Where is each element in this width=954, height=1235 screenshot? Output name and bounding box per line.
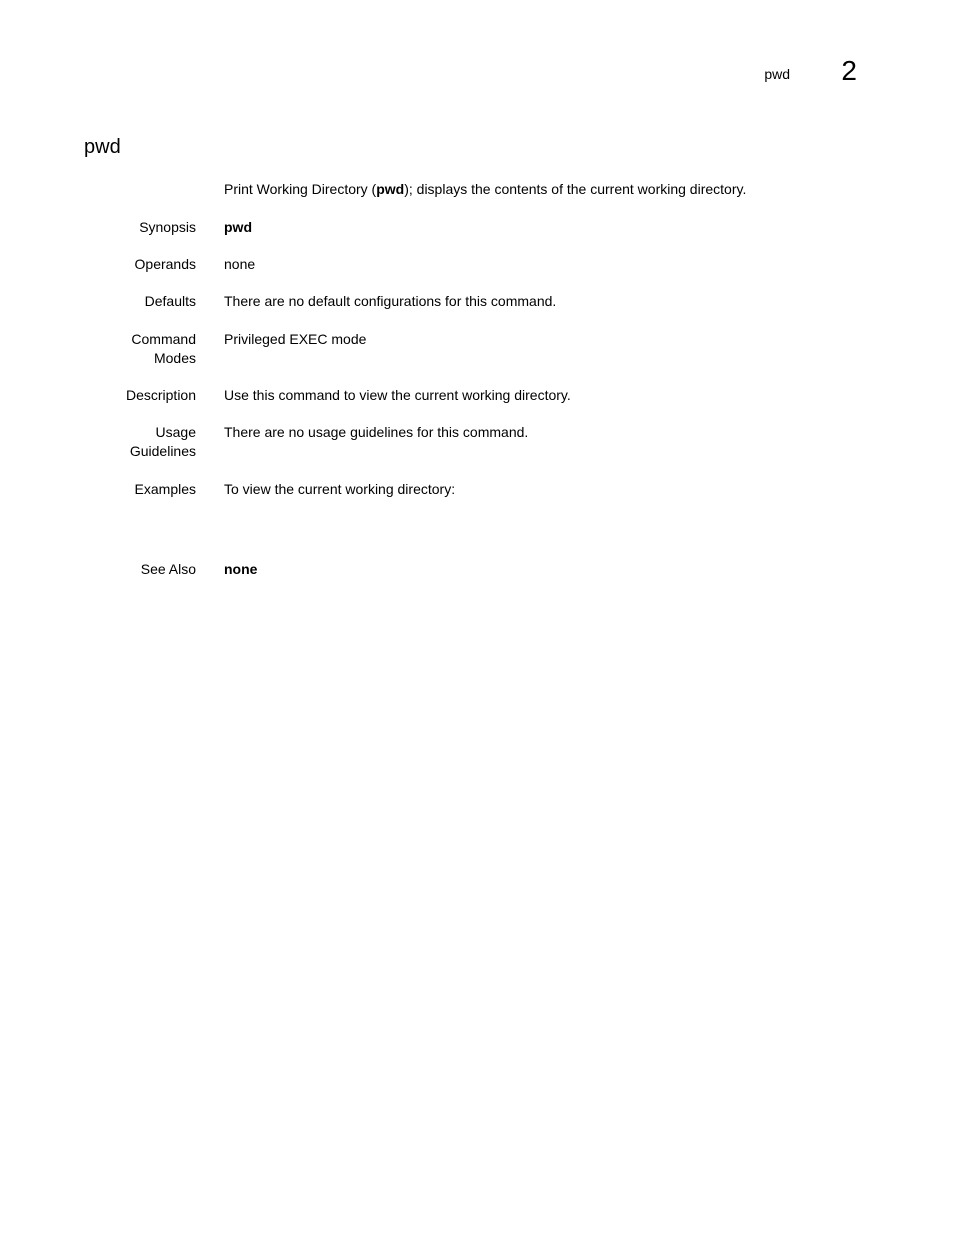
- description-value: Use this command to view the current working directory.: [224, 387, 571, 403]
- chapter-number: 2: [841, 55, 857, 86]
- intro-paragraph: [224, 180, 746, 198]
- defaults-label: Defaults: [144, 293, 196, 309]
- usage-guidelines-label: [90, 423, 196, 461]
- see-also-value: none: [224, 561, 258, 577]
- command-modes-label-line2: Modes: [153, 350, 196, 366]
- usage-guidelines-label-line2: Guidelines: [129, 443, 196, 459]
- intro-text-after: ); displays the contents of the current working directory.: [404, 181, 747, 197]
- synopsis-label: Synopsis: [139, 219, 196, 235]
- running-title: pwd: [764, 66, 790, 82]
- examples-label: Examples: [134, 481, 196, 497]
- usage-guidelines-label-line1: Usage: [155, 424, 196, 440]
- intro-command: pwd: [376, 181, 405, 197]
- operands-label: Operands: [134, 256, 196, 272]
- synopsis-value: pwd: [224, 219, 252, 235]
- intro-text-before: Print Working Directory (: [224, 181, 377, 197]
- examples-value: To view the current working directory:: [224, 481, 456, 497]
- description-label: Description: [125, 387, 196, 403]
- command-modes-value: Privileged EXEC mode: [224, 331, 367, 347]
- command-modes-label-line1: Command: [131, 331, 196, 347]
- defaults-value: There are no default configurations for this command.: [224, 293, 557, 309]
- command-modes-label: [90, 330, 196, 368]
- see-also-label: See Also: [140, 561, 196, 577]
- operands-value: none: [224, 256, 256, 272]
- usage-guidelines-value: There are no usage guidelines for this command.: [224, 424, 529, 440]
- page-title: pwd: [84, 136, 121, 158]
